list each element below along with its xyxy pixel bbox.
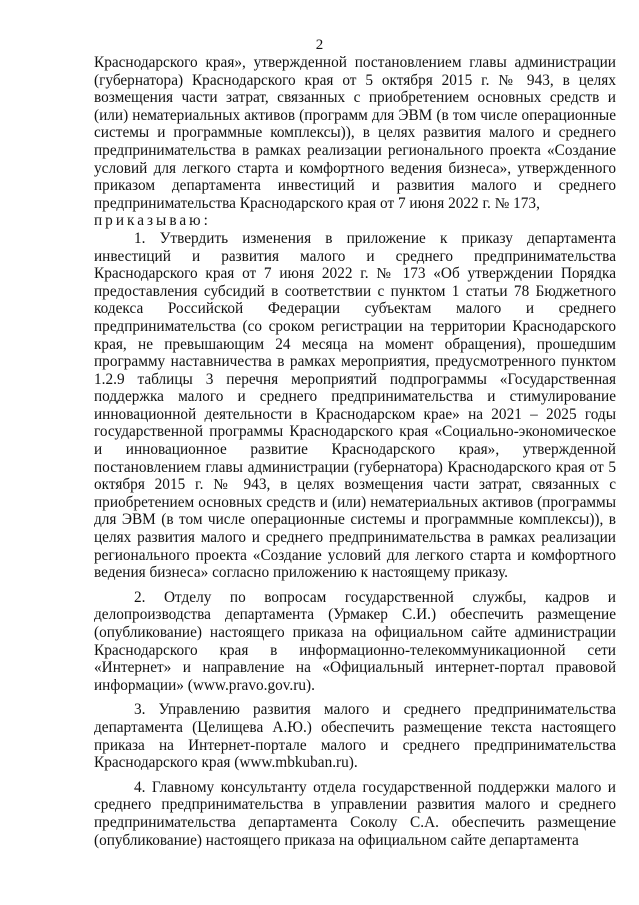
order-word: приказываю: bbox=[94, 212, 211, 230]
document-body bbox=[94, 54, 616, 849]
intro-paragraph: Краснодарского края», утвержденной постановлением главы администрации (губернатора) Краснодарского края от 5 октября 2015 г. № 943, в целях возмещения части затрат, связанных с приобретением основных средств и (или) нематериальных активов (программ для ЭВМ (в том числе операционные системы и программные комплексы)), в целях развития малого и среднего предпринимательства в рамках реализации регионального проекта «Создание условий для легкого старта и комфортного ведения бизнеса», утвержденного приказом департамента инвестиций и развития малого и среднего предпринимательства Краснодарского края от 7 июня 2022 г. № 173, bbox=[94, 54, 616, 212]
page-number: 2 bbox=[315, 37, 324, 53]
order-item-2: 2. Отделу по вопросам государственной службы, кадров и делопроизводства департамента (Урмакер С.И.) обеспечить размещение (опубликование) настоящего приказа на официальном сайте администрации Краснодарского края в информационно-телекоммуникационной сети «Интернет» и направление на «Официальный интернет-портал правовой информации» (www.pravo.gov.ru). bbox=[94, 588, 616, 694]
order-item-1: 1. Утвердить изменения в приложение к приказу департамента инвестиций и развития малого и среднего предпринимательства Краснодарского края от 7 июня 2022 г. № 173 «Об утверждении Порядка предоставления субсидий в соответствии с пунктом 1 статьи 78 Бюджетного кодекса Российской Федерации субъектам малого и среднего предпринимательства (со сроком регистрации на территории Краснодарского края, не превышающим 24 месяца на момент обращения), прошедшим программу наставничества в рамках мероприятия, предусмотренного пунктом 1.2.9 таблицы 3 перечня мероприятий подпрограммы «Государственная поддержка малого и среднего предпринимательства и стимулирование инновационной деятельности в Краснодарском крае» на 2021 – 2025 годы государственной программы Краснодарского края «Социально-экономическое и инновационное развитие Краснодарского края», утвержденной постановлением главы администрации (губернатора) Краснодарского края от 5 октября 2015 г. № 943, в целях возмещения части затрат, связанных с приобретением основных средств и (или) нематериальных активов (программы для ЭВМ (в том числе операционные системы и программные комплексы)), в целях развития малого и среднего предпринимательства в рамках реализации регионального проекта «Создание условий для легкого старта и комфортного ведения бизнеса» согласно приложению к настоящему приказу. bbox=[94, 229, 616, 582]
order-item-3: 3. Управлению развития малого и среднего предпринимательства департамента (Целищева А.Ю.) обеспечить размещение текста настоящего приказа на Интернет-портале малого и среднего предпринимательства Краснодарского края (www.mbkuban.ru). bbox=[94, 701, 616, 772]
order-item-4: 4. Главному консультанту отдела государственной поддержки малого и среднего предпринимательства в управлении развития малого и среднего предпринимательства департамента Соколу С.А. обеспечить размещение (опубликование) настоящего приказа на официальном сайте департамента bbox=[94, 778, 616, 849]
